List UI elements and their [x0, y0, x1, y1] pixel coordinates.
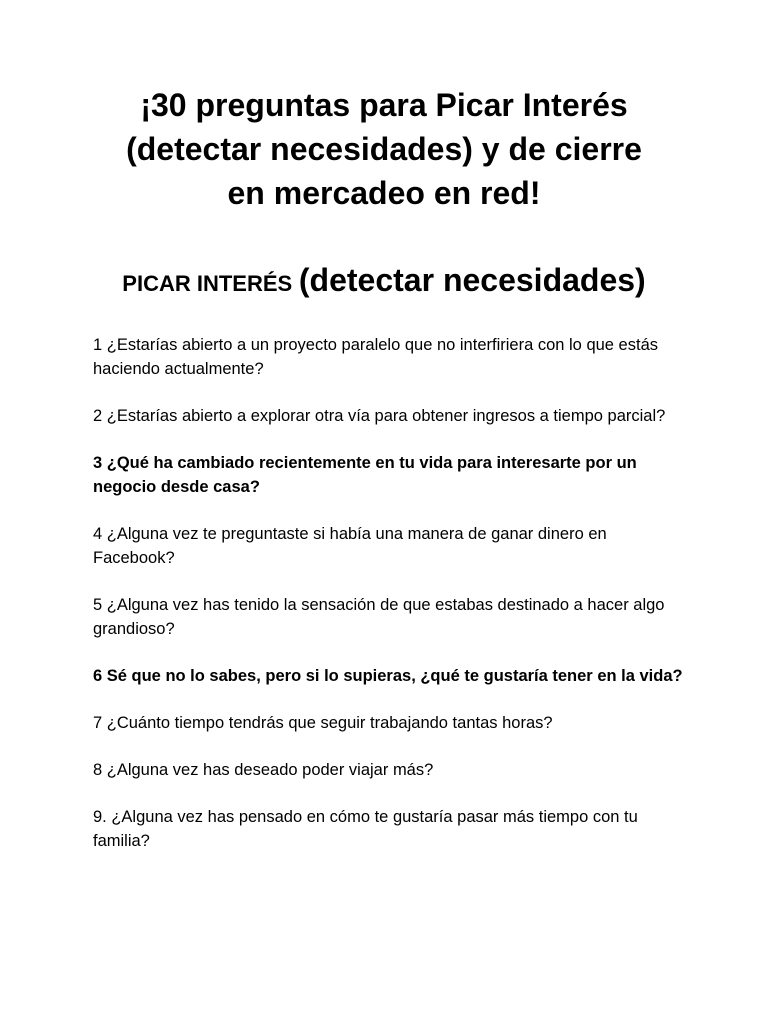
question-item: 6 Sé que no lo sabes, pero si lo supieras, ¿qué te gustaría tener en la vida?: [93, 667, 683, 685]
section-heading-sub: (detectar necesidades): [298, 262, 646, 298]
title-line-2: (detectar necesidades) y de cierre: [126, 131, 642, 167]
question-item: 1 ¿Estarías abierto a un proyecto paralelo que no interfiriera con lo que estás haciendo actualmente?: [93, 336, 658, 378]
title-line-3: en mercadeo en red!: [227, 175, 541, 211]
title-line-1: ¡30 preguntas para Picar Interés: [140, 87, 628, 123]
question-item: 2 ¿Estarías abierto a explorar otra vía para obtener ingresos a tiempo parcial?: [93, 407, 666, 425]
document-title: [40, 83, 728, 215]
question-list: [93, 333, 683, 853]
question-item: 8 ¿Alguna vez has deseado poder viajar más?: [93, 761, 434, 779]
question-item: 9. ¿Alguna vez has pensado en cómo te gustaría pasar más tiempo con tu familia?: [93, 808, 638, 850]
question-item: 5 ¿Alguna vez has tenido la sensación de que estabas destinado a hacer algo grandioso?: [93, 596, 665, 638]
question-item: 4 ¿Alguna vez te preguntaste si había una manera de ganar dinero en Facebook?: [93, 525, 607, 567]
section-heading: [40, 262, 728, 299]
question-item: 3 ¿Qué ha cambiado recientemente en tu vida para interesarte por un negocio desde casa?: [93, 454, 637, 496]
question-item: 7 ¿Cuánto tiempo tendrás que seguir trabajando tantas horas?: [93, 714, 553, 732]
section-heading-main: PICAR INTERÉS: [122, 271, 293, 296]
